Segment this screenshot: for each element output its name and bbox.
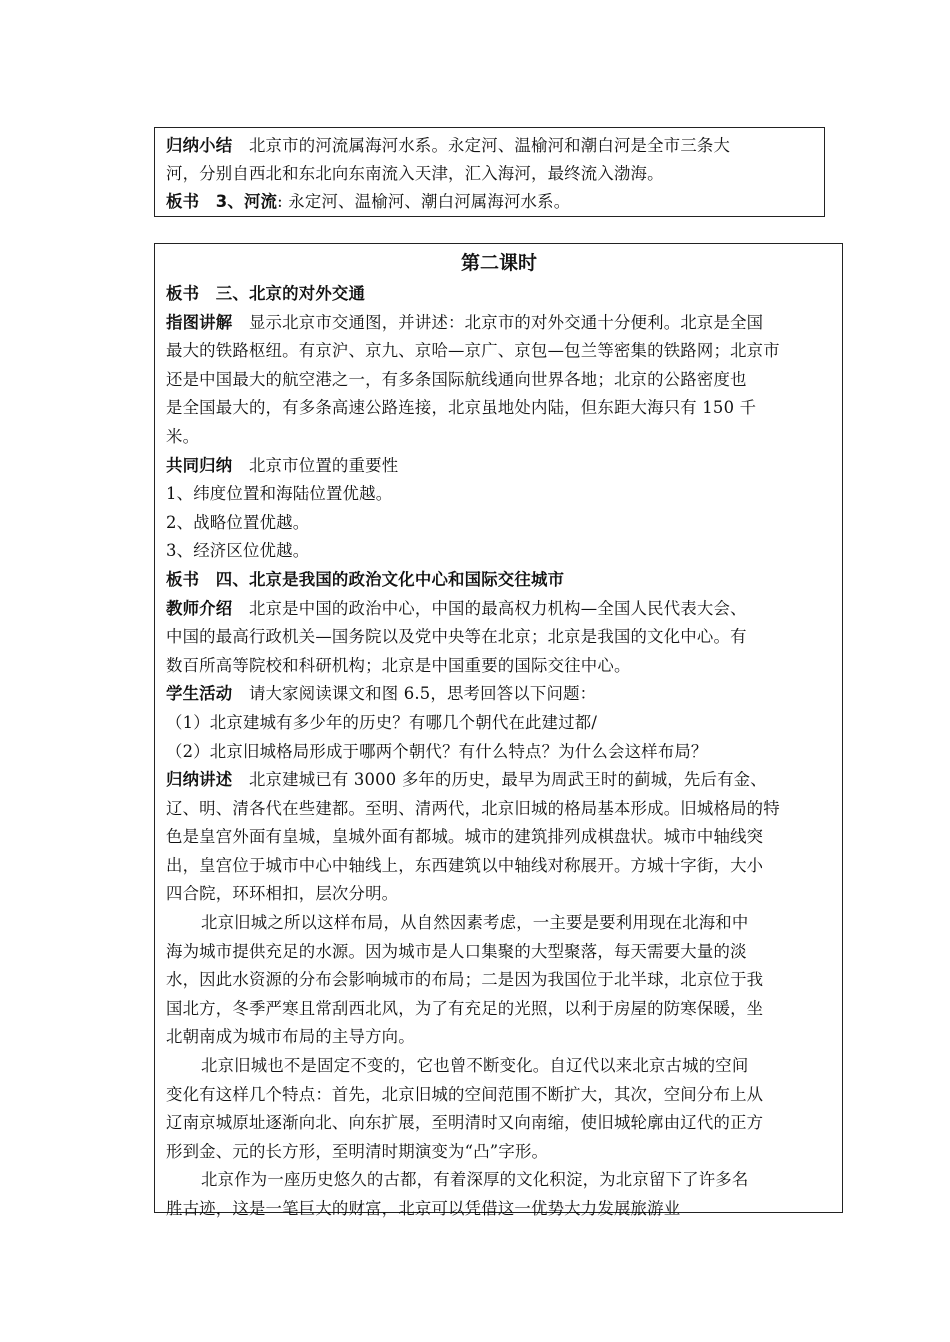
question-2: （2）北京旧城格局形成于哪两个朝代？有什么特点？为什么会这样布局？ bbox=[166, 741, 708, 761]
paragraph-line: 海为城市提供充足的水源。因为城市是人口集聚的大型聚落，每天需要大量的淡 bbox=[166, 941, 747, 961]
student-activity: 学生活动 请大家阅读课文和图 6.5，思考回答以下问题： bbox=[166, 684, 597, 704]
summary-label: 归纳小结 bbox=[166, 136, 233, 155]
list-item: 3、经济区位优越。 bbox=[166, 541, 310, 561]
text-line: 中国的最高行政机关—国务院以及党中央等在北京；北京是我国的文化中心。有 bbox=[166, 627, 747, 647]
board-note-rivers bbox=[166, 188, 814, 216]
lesson-title: 第二课时 bbox=[460, 252, 537, 274]
paragraph-line: 国北方，冬季严寒且常刮西北风，为了有充足的光照，以利于房屋的防寒保暖，坐 bbox=[166, 998, 764, 1018]
teacher-intro: 教师介绍 北京是中国的政治中心，中国的最高权力机构—全国人民代表大会、 bbox=[166, 598, 747, 618]
text-line: 辽、明、清各代在些建都。至明、清两代，北京旧城的格局基本形成。旧城格局的特 bbox=[166, 798, 780, 818]
summary-table-cell bbox=[154, 127, 825, 217]
paragraph-line: 北朝南成为城市布局的主导方向。 bbox=[166, 1027, 415, 1047]
paragraph-line: 北京旧城也不是固定不变的，它也曾不断变化。自辽代以来北京古城的空间 bbox=[201, 1056, 749, 1076]
summary-line-1 bbox=[166, 132, 814, 160]
text-line: 色是皇宫外面有皇城，皇城外面有都城。城市的建筑排列成棋盘状。城市中轴线突 bbox=[166, 827, 764, 847]
map-explanation: 指图讲解 显示北京市交通图，并讲述：北京市的对外交通十分便利。北京是全国 bbox=[166, 312, 764, 332]
list-item: 1、纬度位置和海陆位置优越。 bbox=[166, 484, 393, 504]
board-note-label: 板书 3、河流 bbox=[166, 192, 278, 211]
text-line: 出，皇宫位于城市中心中轴线上，东西建筑以中轴线对称展开。方城十字街，大小 bbox=[166, 855, 764, 875]
paragraph-line: 北京作为一座历史悠久的古都，有着深厚的文化积淀，为北京留下了许多名 bbox=[201, 1170, 749, 1190]
paragraph-line: 水，因此水资源的分布会影响城市的布局；二是因为我国位于北半球，北京位于我 bbox=[166, 970, 764, 990]
paragraph-line: 北京旧城之所以这样布局，从自然因素考虑，一主要是要利用现在北海和中 bbox=[201, 913, 749, 933]
paragraph-line: 辽南京城原址逐渐向北、向东扩展，至明清时又向南缩，使旧城轮廓由辽代的正方 bbox=[166, 1113, 764, 1133]
text-line: 数百所高等院校和科研机构；北京是中国重要的国际交往中心。 bbox=[166, 655, 631, 675]
text-line: 米。 bbox=[166, 426, 200, 446]
joint-summary: 共同归纳 北京市位置的重要性 bbox=[166, 455, 399, 475]
text-line: 四合院，环环相扣，层次分明。 bbox=[166, 884, 399, 904]
summary-text: 北京市的河流属海河水系。永定河、温榆河和潮白河是全市三条大 bbox=[232, 136, 731, 155]
summary-text-cont: 河，分别自西北和东北向东南流入天津，汇入海河，最终流入渤海。 bbox=[166, 164, 664, 183]
paragraph-tourism bbox=[166, 1166, 832, 1223]
paragraph-line: 胜古迹，这是一笔巨大的财富，北京可以凭借这一优势大力发展旅游业 bbox=[166, 1199, 681, 1218]
board-note-text: : 永定河、温榆河、潮白河属海河水系。 bbox=[277, 192, 571, 211]
lesson-two-table-cell bbox=[154, 243, 843, 1218]
summary-line-2 bbox=[166, 160, 814, 188]
paragraph-line: 变化有这样几个特点：首先，北京旧城的空间范围不断扩大，其次，空间分布上从 bbox=[166, 1084, 764, 1104]
paragraph-layout bbox=[166, 909, 832, 1052]
text-line: 还是中国最大的航空港之一，有多条国际航线通向世界各地；北京的公路密度也 bbox=[166, 369, 747, 389]
text-line: 是全国最大的，有多条高速公路连接，北京虽地处内陆，但东距大海只有 150 千 bbox=[166, 398, 757, 418]
question-1: （1）北京建城有多少年的历史？有哪几个朝代在此建过都/ bbox=[166, 712, 598, 732]
paragraph-change bbox=[166, 1052, 832, 1166]
list-item: 2、战略位置优越。 bbox=[166, 512, 310, 532]
paragraph-line: 形到金、元的长方形，至明清时期演变为“凸”字形。 bbox=[166, 1141, 549, 1161]
board-note-transport: 板书 三、北京的对外交通 bbox=[166, 284, 366, 303]
summary-narration: 归纳讲述 北京建城已有 3000 多年的历史，最早为周武王时的蓟城，先后有金、 bbox=[166, 770, 767, 790]
board-note-center: 板书 四、北京是我国的政治文化中心和国际交往城市 bbox=[166, 569, 565, 589]
text-line: 最大的铁路枢纽。有京沪、京九、京哈—京广、京包—包兰等密集的铁路网；北京市 bbox=[166, 341, 780, 361]
